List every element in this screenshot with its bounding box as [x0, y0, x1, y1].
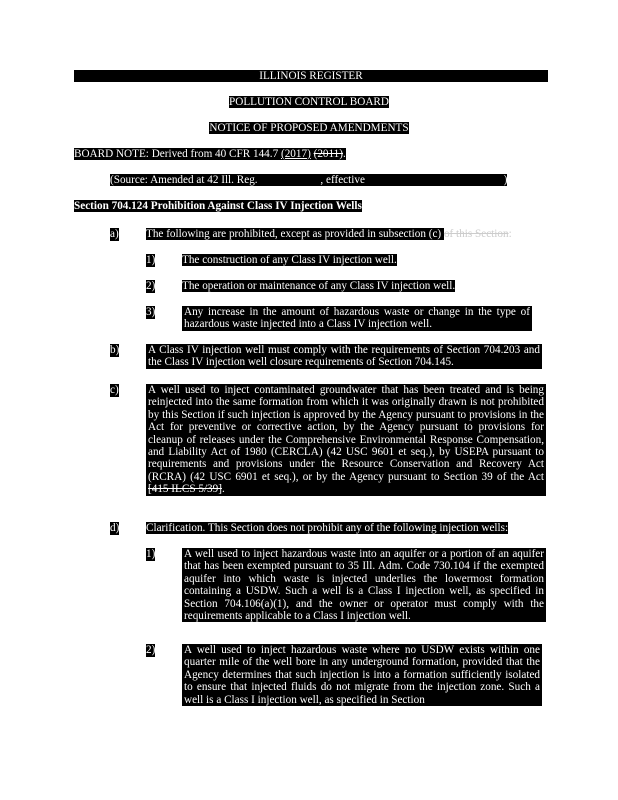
label-d: d): [110, 522, 120, 534]
effective-blank: [368, 174, 504, 186]
para-a-struck: of this Section: [443, 228, 509, 240]
para-a-suffix: :: [508, 228, 512, 240]
source-suffix: ): [503, 174, 508, 186]
item-d1: A well used to inject hazardous waste into an aquifer or a portion of an aquifer that has been exempted pursuant to 35 Ill. Adm. Code 730.104 if the exempted aquifer into which waste is injected underlies the lowermost formation containing a USDW. Such a well is a Class I injection well, as specified in Section 704.106(a)(1), and the owner or operator must comply with the requirements applicable to a Class I injection well.: [184, 548, 544, 623]
reg-blank: [260, 174, 320, 186]
para-a-text: The following are prohibited, except as provided in subsection (c): [146, 228, 444, 240]
label-a1: 1): [146, 254, 156, 266]
board-note-prefix: BOARD NOTE: Derived from 40 CFR 144.7: [74, 148, 281, 160]
label-c: c): [110, 384, 119, 396]
register-title: ILLINOIS REGISTER: [259, 70, 363, 82]
board-title: POLLUTION CONTROL BOARD: [229, 96, 389, 108]
para-c-struck: [415 ILCS 5/39]: [148, 483, 222, 496]
notice-title-row: [0, 122, 618, 135]
source-middle: , effective: [320, 174, 368, 186]
label-a: a): [110, 228, 119, 240]
label-b: b): [110, 344, 120, 356]
para-d-text: Clarification. This Section does not prohibit any of the following injection wells:: [146, 522, 509, 534]
para-c: [146, 384, 546, 496]
board-note-suffix: .: [343, 148, 346, 160]
board-title-row: [0, 96, 618, 109]
section-heading: Section 704.124 Prohibition Against Class IV Injection Wells: [74, 200, 362, 212]
item-d2: A well used to inject hazardous waste where no USDW exists within one quarter mile of the well bore in any underground formation, provided that the Agency determines that such injection is into a formation sufficiently isolated to ensure that injected fluids do not migrate from the injection zone. Such a well is a Class I injection well, as specified in Section: [184, 644, 540, 706]
board-note-new-year: (2017): [280, 148, 311, 160]
label-a3: 3): [146, 306, 156, 318]
board-note: [74, 148, 346, 161]
label-d1: 1): [146, 548, 156, 560]
item-a1: [182, 254, 397, 267]
item-a2-text: The operation or maintenance of any Class IV injection well.: [182, 280, 456, 292]
item-a2: [182, 280, 455, 293]
para-d: [146, 522, 508, 535]
para-a: [146, 228, 512, 241]
para-b: A Class IV injection well must comply with the requirements of Section 704.203 and the Class IV injection well closure requirements of Section 704.145.: [148, 344, 540, 369]
source-line: [110, 174, 507, 187]
label-d2: 2): [146, 644, 156, 656]
notice-title: NOTICE OF PROPOSED AMENDMENTS: [209, 122, 409, 134]
para-c-text: A well used to inject contaminated groundwater that has been treated and is being reinjected into the same formation from which it was originally drawn is not prohibited by this Section if such injection is approved by the Agency pursuant to provisions in the Act for preventive or corrective action, by the Agency pursuant to provisions for cleanup of releases under the Comprehensive Environmental Response Compensation, and Liability Act of 1980 (CERCLA) (42 USC 9601 et seq.), by USEPA pursuant to requirements and provisions under the Resource Conservation and Recovery Act (RCRA) (42 USC 6901 et seq.), or by the Agency pursuant to Section 39 of the Act: [148, 384, 544, 483]
source-prefix: (Source: Amended at 42 Ill. Reg.: [110, 174, 261, 186]
item-a3: Any increase in the amount of hazardous waste or change in the type of hazardous waste injected into a Class IV injection well.: [184, 306, 530, 331]
board-note-old-year: (2011): [313, 148, 344, 160]
para-c-suffix: .: [221, 483, 225, 496]
section-heading-row: [74, 200, 362, 213]
label-a2: 2): [146, 280, 156, 292]
item-a1-text: The construction of any Class IV injection well.: [182, 254, 397, 266]
